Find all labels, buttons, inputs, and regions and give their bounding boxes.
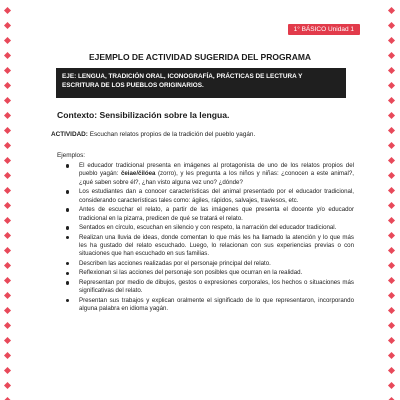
diamond-icon <box>388 382 395 389</box>
diamond-icon <box>388 157 395 164</box>
diamond-icon <box>388 187 395 194</box>
diamond-icon <box>4 82 11 89</box>
bullet-icon <box>66 236 69 239</box>
diamond-icon <box>4 142 11 149</box>
activity-label: ACTIVIDAD: <box>51 131 88 138</box>
diamond-icon <box>4 22 11 29</box>
bullet-icon <box>66 299 69 302</box>
diamond-icon <box>388 7 395 14</box>
diamond-icon <box>388 352 395 359</box>
diamond-icon <box>388 367 395 374</box>
diamond-icon <box>4 187 11 194</box>
diamond-icon <box>4 232 11 239</box>
diamond-icon <box>388 82 395 89</box>
diamond-icon <box>388 67 395 74</box>
list-item: Sentados en círculo, escuchan en silencio y con respeto, la narración del educador tradicional. <box>64 224 354 232</box>
diamond-icon <box>388 127 395 134</box>
diamond-icon <box>4 7 11 14</box>
diamond-icon <box>388 307 395 314</box>
diamond-icon <box>4 217 11 224</box>
diamond-icon <box>4 112 11 119</box>
bullet-icon <box>66 262 69 265</box>
diamond-icon <box>4 157 11 164</box>
diamond-icon <box>4 367 11 374</box>
diamond-icon <box>388 22 395 29</box>
grade-unit-badge: 1° BÁSICO Unidad 1 <box>288 24 360 35</box>
examples-list <box>64 162 354 315</box>
list-item: Presentan sus trabajos y explican oralmente el significado de lo que representaron, incorporando alguna palabra en idioma yagán. <box>64 297 354 314</box>
list-item: Representan por medio de dibujos, gestos o expresiones corporales, los hechos o situaciones más significativas del relato. <box>64 279 354 296</box>
diamond-icon <box>4 352 11 359</box>
diamond-icon <box>388 277 395 284</box>
diamond-icon <box>388 337 395 344</box>
diamond-icon <box>4 127 11 134</box>
diamond-icon <box>388 202 395 209</box>
diamond-icon <box>4 307 11 314</box>
diamond-icon <box>4 202 11 209</box>
diamond-icon <box>388 232 395 239</box>
list-item: El educador tradicional presenta en imágenes al protagonista de uno de los relatos propios del pueblo yagán: čeiae/čilóea (zorro), y les pregunta a los niños y niñas: ¿conocen a este animal?, ¿qué saben sobre él?, ¿han visto alguna vez uno? ¿dónde? <box>64 162 354 187</box>
bullet-icon <box>66 281 69 284</box>
list-item: Realizan una lluvia de ideas, donde comentan lo que más les ha llamado la atención y lo que más les ha gustado del relato escuchado. Luego, lo relacionan con sus experiencias previas o con situaciones que han escuchado en sus familias. <box>64 234 354 259</box>
diamond-icon <box>388 262 395 269</box>
diamond-icon <box>388 292 395 299</box>
diamond-icon <box>4 292 11 299</box>
page-title: EJEMPLO DE ACTIVIDAD SUGERIDA DEL PROGRAMA <box>88 52 312 62</box>
diamond-icon <box>388 97 395 104</box>
diamond-icon <box>388 217 395 224</box>
list-item: Reflexionan si las acciones del personaje son posibles que ocurran en la realidad. <box>64 269 354 277</box>
bullet-icon <box>66 272 69 275</box>
diamond-icon <box>4 37 11 44</box>
diamond-icon <box>4 247 11 254</box>
diamond-icon <box>388 247 395 254</box>
diamond-icon <box>388 322 395 329</box>
diamond-icon <box>4 382 11 389</box>
activity-text: Escuchan relatos propios de la tradición del pueblo yagán. <box>89 131 256 138</box>
bullet-icon <box>66 226 69 229</box>
list-item: Los estudiantes dan a conocer características del animal presentado por el educador tradicional, considerando características tales como: ágiles, rápidos, salvajes, traviesos, etc. <box>64 188 354 205</box>
diamond-icon <box>4 262 11 269</box>
diamond-icon <box>4 67 11 74</box>
list-item: Antes de escuchar el relato, a partir de las imágenes que presenta el docente y/o educador tradicional en la pizarra, predicen de qué se tratará el relato. <box>64 206 354 223</box>
context-heading: Contexto: Sensibilización sobre la lengua. <box>57 110 230 120</box>
activity-line <box>51 131 351 138</box>
diamond-icon <box>388 37 395 44</box>
diamond-icon <box>388 142 395 149</box>
bullet-icon <box>66 208 69 211</box>
bullet-icon <box>66 190 69 193</box>
diamond-icon <box>388 172 395 179</box>
diamond-icon <box>4 322 11 329</box>
bullet-icon <box>66 164 69 167</box>
diamond-icon <box>4 97 11 104</box>
diamond-icon <box>4 337 11 344</box>
examples-label: Ejemplos: <box>57 152 86 159</box>
diamond-icon <box>4 172 11 179</box>
diamond-icon <box>4 277 11 284</box>
list-item: Describen las acciones realizadas por el personaje principal del relato. <box>64 260 354 268</box>
diamond-icon <box>388 112 395 119</box>
eje-banner: EJE: LENGUA, TRADICIÓN ORAL, ICONOGRAFÍA, PRÁCTICAS DE LECTURA Y ESCRITURA DE LOS PUEBLOS ORIGINARIOS. <box>56 68 346 98</box>
